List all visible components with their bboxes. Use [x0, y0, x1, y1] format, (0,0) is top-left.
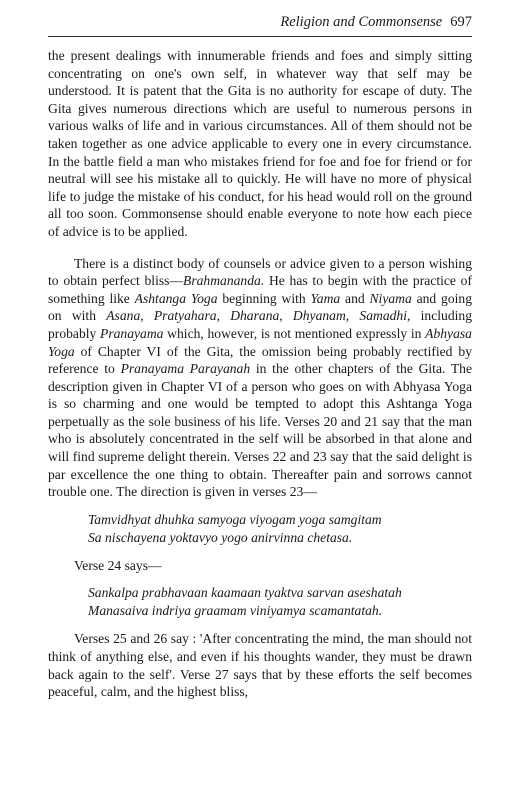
page-body	[48, 47, 472, 701]
running-title: Religion and Commonsense	[280, 14, 443, 30]
verse-line: Sankalpa prabhavaan kaamaan tyaktva sarvan aseshatah	[88, 585, 402, 601]
verse-24-intro: Verse 24 says—	[74, 557, 162, 573]
running-header	[280, 14, 472, 31]
verse-block-1	[88, 511, 472, 547]
verse-line: Manasaiva indriya graamam viniyamya scamantatah.	[88, 603, 383, 619]
page-number: 697	[450, 14, 472, 30]
header-rule	[48, 36, 472, 37]
verse-block-2	[88, 584, 472, 620]
paragraph-3: Verses 25 and 26 say : 'After concentrating the mind, the man should not think of anything else, and even if his thoughts wander, they must be drawn back again to the self'. Verse 27 says that by these efforts the self becomes peaceful, calm, and the highest bliss,	[48, 631, 472, 700]
paragraph-2: There is a distinct body of counsels or advice given to a person wishing to obtain perfect bliss—Brahmananda. He has to begin with the practice of something like Ashtanga Yoga beginning with Yama and Niyama and going on with Asana, Pratyahara, Dharana, Dhyanam, Samadhi, including probably Pranayama which, however, is not mentioned expressly in Abhyasa Yoga of Chapter VI of the Gita, the omission being probably rectified by reference to Pranayama Parayanah in the other chapters of the Gita. The description given in Chapter VI of a person who goes on with Abhyasa Yoga is so charming and one would be tempted to adopt this Ashtanga Yoga perpetually as the sole business of his life. Verses 20 and 21 say that the man who is absolutely concentrated in the self will be absorbed in that alone and will find supreme delight therein. Verses 22 and 23 say that the said delight is par excellence the one thing to obtain. Thereafter pain and sorrows cannot trouble one. The direction is given in verses 23—	[48, 255, 473, 500]
paragraph-1: the present dealings with innumerable friends and foes and simply sitting concentrating on one's own self, in whatever way that self may be understood. It is patent that the Gita is no authority for escape of duty. The Gita gives numerous directions which are useful to numerous persons in various walks of life and in various circumstances. All of them should not be taken together as one advice applicable to every one in every circumstance. In the battle field a man who mistakes friend for foe and foe for friend or for neutral will see his mistake all to quickly. He will have no more of physical life to judge the mistake of his conduct, for his head would roll on the ground all too soon. Commonsense should enable everyone to note how each piece of advice is to be applied.	[48, 48, 472, 239]
verse-line: Sa nischayena yoktavyo yogo anirvinna chetasa.	[88, 529, 353, 545]
verse-line: Tamvidhyat dhuhka samyoga viyogam yoga samgitam	[88, 511, 382, 527]
